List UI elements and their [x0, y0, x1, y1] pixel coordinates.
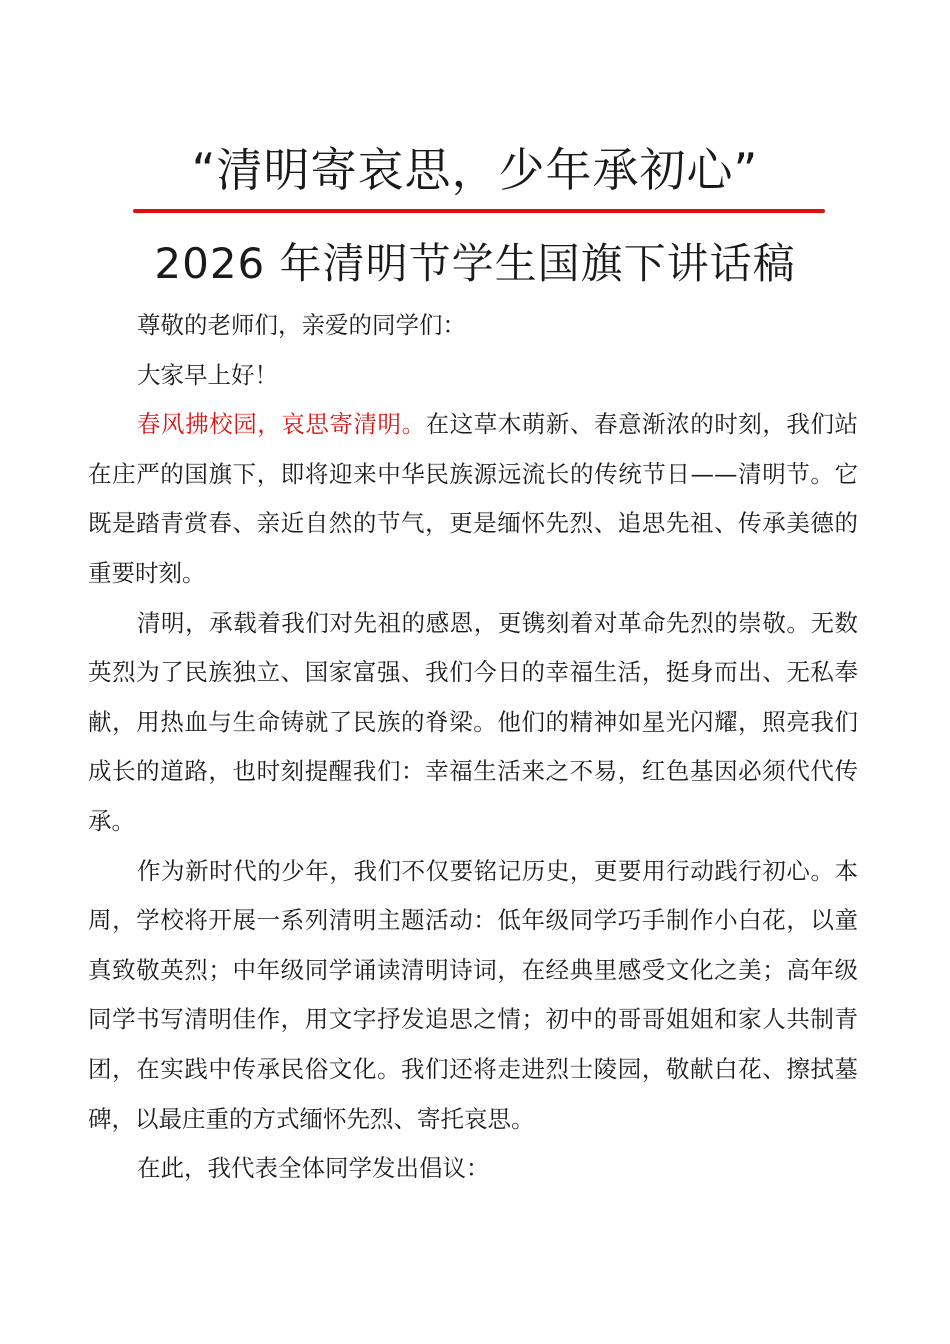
intro-text: 在这草木萌新、春意渐浓的时刻，我们站在庄严的国旗下，即将迎来中华民族源远流长的传统节日——清明节。它既是踏青赏春、亲近自然的节气，更是缅怀先烈、追思先祖、传承美德的重要时刻。	[88, 410, 859, 587]
intro-paragraph	[88, 400, 858, 598]
salutation-text: 尊敬的老师们，亲爱的同学们：	[137, 311, 466, 339]
intro-highlight: 春风拂校园，哀思寄清明。	[137, 410, 426, 439]
salutation-paragraph	[88, 301, 858, 351]
document-title: “清明寄哀思，少年承初心”	[191, 143, 759, 197]
greeting-text: 大家早上好！	[137, 360, 278, 389]
body-paragraph	[88, 599, 858, 847]
document-body	[88, 301, 858, 1194]
title-underline	[133, 209, 825, 213]
body-paragraph	[88, 847, 858, 1145]
greeting-paragraph	[88, 351, 858, 401]
paragraph-text: 清明，承载着我们对先祖的感恩，更镌刻着对革命先烈的崇敬。无数英烈为了民族独立、国家富强、我们今日的幸福生活，挺身而出、无私奉献，用热血与生命铸就了民族的脊梁。他们的精神如星光闪耀，照亮我们成长的道路，也时刻提醒我们：幸福生活来之不易，红色基因必须代代传承。	[88, 608, 858, 835]
proposal-paragraph	[88, 1144, 858, 1194]
paragraph-text: 作为新时代的少年，我们不仅要铭记历史，更要用行动践行初心。本周，学校将开展一系列清明主题活动：低年级同学巧手制作小白花，以童真致敬英烈；中年级同学诵读清明诗词，在经典里感受文化之美；高年级同学书写清明佳作，用文字抒发追思之情；初中的哥哥姐姐和家人共制青团，在实践中传承民俗文化。我们还将走进烈士陵园，敬献白花、擦拭墓碑，以最庄重的方式缅怀先烈、寄托哀思。	[88, 856, 858, 1133]
paragraph-text: 在此，我代表全体同学发出倡议：	[137, 1154, 490, 1183]
document-subtitle: 2026 年清明节学生国旗下讲话稿	[154, 239, 796, 288]
